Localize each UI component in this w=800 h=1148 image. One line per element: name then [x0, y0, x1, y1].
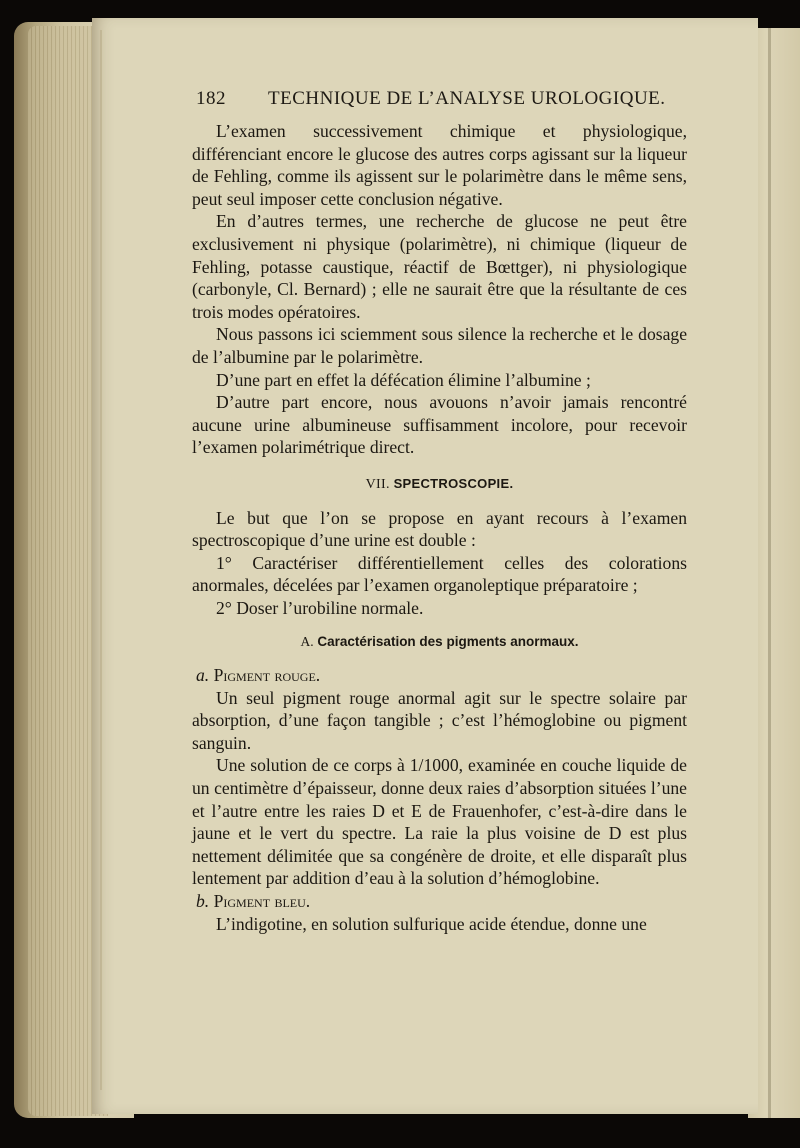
pigment-heading — [192, 890, 687, 913]
paragraph: 1° Caractériser différentiellement celles des colorations anormales, décelées par l’examen organoleptique préparatoire ; — [192, 552, 687, 596]
paragraph: Le but que l’on se propose en ayant recours à l’examen spectroscopique d’une urine est double : — [192, 507, 687, 551]
gutter-shadow — [100, 30, 102, 1090]
paragraph: L’indigotine, en solution sulfurique acide étendue, donne une — [216, 913, 647, 934]
subsection-letter: A. — [300, 634, 314, 650]
subsection-title: Caractérisation des pigments anormaux. — [317, 634, 579, 650]
section-number: VII. — [365, 476, 390, 492]
paragraph: D’autre part encore, nous avouons n’avoir jamais rencontré aucune urine albumineuse suffisamment incolore, pour recevoir l’examen polarimétrique direct. — [192, 392, 687, 458]
pigment-label: Pigment rouge. — [213, 665, 321, 686]
paragraph: 2° Doser l’urobiline normale. — [216, 597, 424, 618]
subsection-heading — [192, 631, 687, 654]
page-number: 182 — [196, 88, 226, 109]
right-page-edge — [768, 28, 771, 1118]
pigment-letter: b. — [196, 891, 210, 911]
pigment-letter: a. — [196, 665, 210, 686]
paragraph: L’examen successivement chimique et physiologique, différenciant encore le glucose des autres corps agissant sur la liqueur de Fehling, comme ils agissent sur le polarimètre dans le même sens, peut seul imposer cette conclusion négative. — [192, 121, 687, 209]
paragraph: D’une part en effet la défécation élimine l’albumine ; — [216, 369, 591, 390]
running-title: TECHNIQUE DE L’ANALYSE UROLOGIQUE. — [268, 88, 666, 109]
paragraph: Une solution de ce corps à 1/1000, examinée en couche liquide de un centimètre d’épaisseur, donne deux raies d’absorption situées l’une et l’autre entre les raies D et E de Frauenhofer, c’est-à-dire dans le jaune et le vert du spectre. La raie la plus voisine de D est plus nettement délimitée que sa congénère de droite, et elle disparaît plus lentement par addition d’eau à la solution d’hémoglobine. — [192, 755, 687, 889]
section-title: SPECTROSCOPIE. — [393, 475, 514, 491]
paragraph: En d’autres termes, une recherche de glucose ne peut être exclusivement ni physique (polarimètre), ni chimique (liqueur de Fehling, potasse caustique, réactif de Bœttger), ni physiologique (carbonyle, Cl. Bernard) ; elle ne saurait être que la résultante de ces trois modes opératoires. — [192, 211, 687, 322]
paragraph: Nous passons ici sciemment sous silence la recherche et le dosage de l’albumine par le polarimètre. — [192, 324, 687, 367]
paragraph: Un seul pigment rouge anormal agit sur le spectre solaire par absorption, d’une façon tangible ; c’est l’hémoglobine ou pigment sanguin. — [192, 687, 687, 753]
pigment-label: Pigment bleu. — [213, 891, 311, 911]
running-header — [196, 88, 666, 114]
page-body — [192, 120, 687, 935]
section-heading — [192, 473, 687, 497]
pigment-heading — [192, 664, 687, 687]
